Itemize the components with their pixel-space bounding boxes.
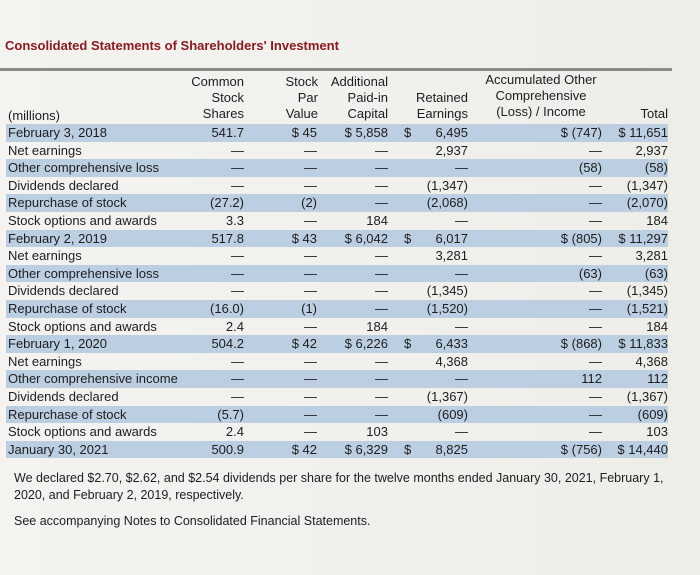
table-row [6,159,668,177]
aoci-cell: 112 [581,371,602,387]
apic-cell: — [375,389,388,404]
apic-cell: — [375,283,388,299]
par-cell: — [304,213,317,228]
total-cell: (1,367) [626,389,668,404]
aoci-header-line: Comprehensive [495,88,587,103]
retained-cell: (2,068) [426,195,468,211]
units-header: (millions) [8,108,60,123]
shares-header-line: Stock [211,90,244,105]
apic-header-line: Paid-in [347,90,388,105]
par-cell: (2) [301,195,317,211]
apic-cell: — [375,177,388,193]
retained-cell: — [455,213,468,228]
retained-cell: 4,368 [435,353,468,369]
retained-header-line: Earnings [416,106,468,121]
apic-cell: $ 5,858 [344,125,388,140]
total-cell: 103 [646,424,668,440]
retained-cell: 6,017 [435,230,468,246]
par-cell: — [304,371,317,387]
total-header: Total [640,106,668,121]
total-cell: (1,521) [626,301,668,316]
apic-cell: — [375,406,388,422]
apic-cell: — [375,248,388,264]
retained-cell: (609) [437,406,468,422]
shares-cell: — [231,389,244,404]
header-rule [0,68,672,71]
apic-cell: — [375,353,388,369]
table-row [6,353,668,371]
aoci-cell: — [589,195,602,211]
par-cell: — [304,389,317,404]
aoci-cell: — [589,248,602,264]
retained-cell: 6,433 [435,336,468,352]
apic-header-line: Capital [347,106,388,121]
shares-header-line: Shares [202,106,244,121]
total-cell: (63) [644,265,668,281]
table-row [6,142,668,160]
aoci-cell: — [589,406,602,422]
apic-cell: 103 [366,424,388,440]
row-label: February 1, 2020 [8,336,108,352]
table-row [6,423,668,441]
table-row [6,441,668,459]
shares-cell: 500.9 [211,441,244,457]
par-cell: — [304,318,317,334]
retained-dollar-sign: $ [404,230,412,246]
apic-cell: — [375,371,388,387]
apic-cell: 184 [366,213,388,228]
retained-cell: — [455,371,468,387]
par-cell: $ 42 [291,441,317,457]
row-label: Repurchase of stock [8,195,127,211]
row-label: Other comprehensive loss [8,265,160,281]
apic-cell: $ 6,226 [344,336,388,352]
aoci-header-line: (Loss) / Income [496,104,586,119]
shares-cell: — [231,353,244,369]
total-cell: (1,345) [626,283,668,299]
shares-cell: (27.2) [210,195,244,211]
total-cell: 184 [646,213,668,228]
retained-cell: 8,825 [435,441,468,457]
par-cell: $ 45 [291,125,317,140]
table-row [6,247,668,265]
table-row [6,230,668,248]
total-cell: $ 11,651 [618,125,668,140]
par-cell: — [304,142,317,158]
row-label: Stock options and awards [8,318,157,334]
row-label: Other comprehensive income [8,371,178,387]
shares-cell: 541.7 [211,125,244,140]
par-cell: $ 43 [291,230,317,246]
total-cell: $ 11,297 [618,230,668,246]
apic-header [320,74,388,122]
shares-cell: (5.7) [217,406,244,422]
par-header-line: Par [297,90,318,105]
retained-cell: 6,495 [435,125,468,140]
retained-dollar-sign: $ [404,125,412,140]
shares-cell: — [231,160,244,176]
aoci-cell: $ (805) [560,230,602,246]
par-header-line: Stock [285,74,318,89]
retained-cell: — [455,160,468,176]
aoci-cell: — [589,213,602,228]
retained-cell: (1,367) [426,389,468,404]
aoci-cell: — [589,353,602,369]
aoci-cell: — [589,301,602,316]
par-cell: (1) [301,301,317,316]
aoci-cell: $ (868) [560,336,602,352]
par-cell: — [304,248,317,264]
shares-cell: — [231,177,244,193]
table-row [6,282,668,300]
statement-title: Consolidated Statements of Shareholders' Investment [5,38,339,53]
retained-cell: 3,281 [435,248,468,264]
total-cell: $ 14,440 [617,441,668,457]
table-row [6,194,668,212]
aoci-header [476,72,606,120]
aoci-cell: $ (756) [560,441,602,457]
total-cell: $ 11,833 [618,336,668,352]
row-label: Net earnings [8,142,82,158]
dividend-footnote: We declared $2.70, $2.62, and $2.54 dividends per share for the twelve months ended January 30, 2021, February 1, 2020, and February 2, 2019, respectively. [14,471,664,502]
apic-cell: $ 6,042 [344,230,388,246]
total-cell: 2,937 [635,142,668,158]
aoci-cell: — [589,389,602,404]
row-label: Dividends declared [8,389,119,404]
apic-cell: — [375,160,388,176]
retained-cell: — [455,424,468,440]
total-cell: 184 [646,318,668,334]
par-header [262,74,318,122]
table-row [6,300,668,318]
retained-cell: — [455,318,468,334]
shares-cell: — [231,142,244,158]
total-cell: (609) [637,406,668,422]
par-cell: — [304,177,317,193]
shares-header-line: Common [191,74,244,89]
retained-header-line: Retained [415,90,468,105]
row-label: Net earnings [8,353,82,369]
apic-cell: — [375,301,388,316]
total-cell: (58) [644,160,668,176]
table-row [6,265,668,283]
shares-cell: 3.3 [225,213,244,228]
row-label: January 30, 2021 [8,441,109,457]
table-row [6,388,668,406]
par-cell: — [304,160,317,176]
par-cell: — [304,265,317,281]
retained-dollar-sign: $ [404,336,412,352]
row-label: Other comprehensive loss [8,160,160,176]
retained-cell: (1,345) [426,283,468,299]
aoci-cell: — [589,142,602,158]
row-label: Dividends declared [8,177,119,193]
notes-reference: See accompanying Notes to Consolidated Financial Statements. [14,514,371,528]
retained-dollar-sign: $ [404,441,412,457]
aoci-cell: — [589,424,602,440]
total-cell: (2,070) [626,195,668,211]
shares-header [170,74,244,122]
aoci-cell: — [589,283,602,299]
shares-cell: 2.4 [225,424,244,440]
apic-cell: — [375,142,388,158]
row-label: Net earnings [8,248,82,264]
apic-cell: — [375,195,388,211]
retained-cell: — [455,265,468,281]
table-row [6,124,668,142]
aoci-header-line: Accumulated Other [485,72,597,87]
row-label: Repurchase of stock [8,406,127,422]
shares-cell: — [231,283,244,299]
total-cell: (1,347) [626,177,668,193]
table-row [6,406,668,424]
row-label: Dividends declared [8,283,119,299]
shares-cell: 517.8 [211,230,244,246]
par-cell: — [304,353,317,369]
row-label: February 2, 2019 [8,230,108,246]
shares-cell: — [231,248,244,264]
aoci-cell: — [589,318,602,334]
row-label: Stock options and awards [8,213,157,228]
shares-cell: — [231,265,244,281]
total-cell: 3,281 [635,248,668,264]
shares-cell: 2.4 [225,318,244,334]
retained-cell: (1,347) [426,177,468,193]
aoci-cell: (58) [578,160,602,176]
apic-header-line: Additional [330,74,388,89]
row-label: Repurchase of stock [8,301,127,316]
aoci-cell: $ (747) [560,125,602,140]
shares-cell: — [231,371,244,387]
table-row [6,335,668,353]
retained-header [396,90,468,122]
total-cell: 112 [647,371,668,387]
table-row [6,370,668,388]
shares-cell: 504.2 [211,336,244,352]
retained-cell: 2,937 [435,142,468,158]
table-row [6,212,668,230]
apic-cell: — [375,265,388,281]
table-row [6,318,668,336]
par-cell: $ 42 [291,336,317,352]
apic-cell: 184 [366,318,388,334]
apic-cell: $ 6,329 [344,441,388,457]
aoci-cell: (63) [578,265,602,281]
row-label: February 3, 2018 [8,125,108,140]
par-header-line: Value [285,106,318,121]
par-cell: — [304,424,317,440]
aoci-cell: — [589,177,602,193]
retained-cell: (1,520) [426,301,468,316]
table-row [6,177,668,195]
row-label: Stock options and awards [8,424,157,440]
par-cell: — [304,406,317,422]
shares-cell: (16.0) [210,301,244,316]
par-cell: — [304,283,317,299]
total-cell: 4,368 [635,353,668,369]
